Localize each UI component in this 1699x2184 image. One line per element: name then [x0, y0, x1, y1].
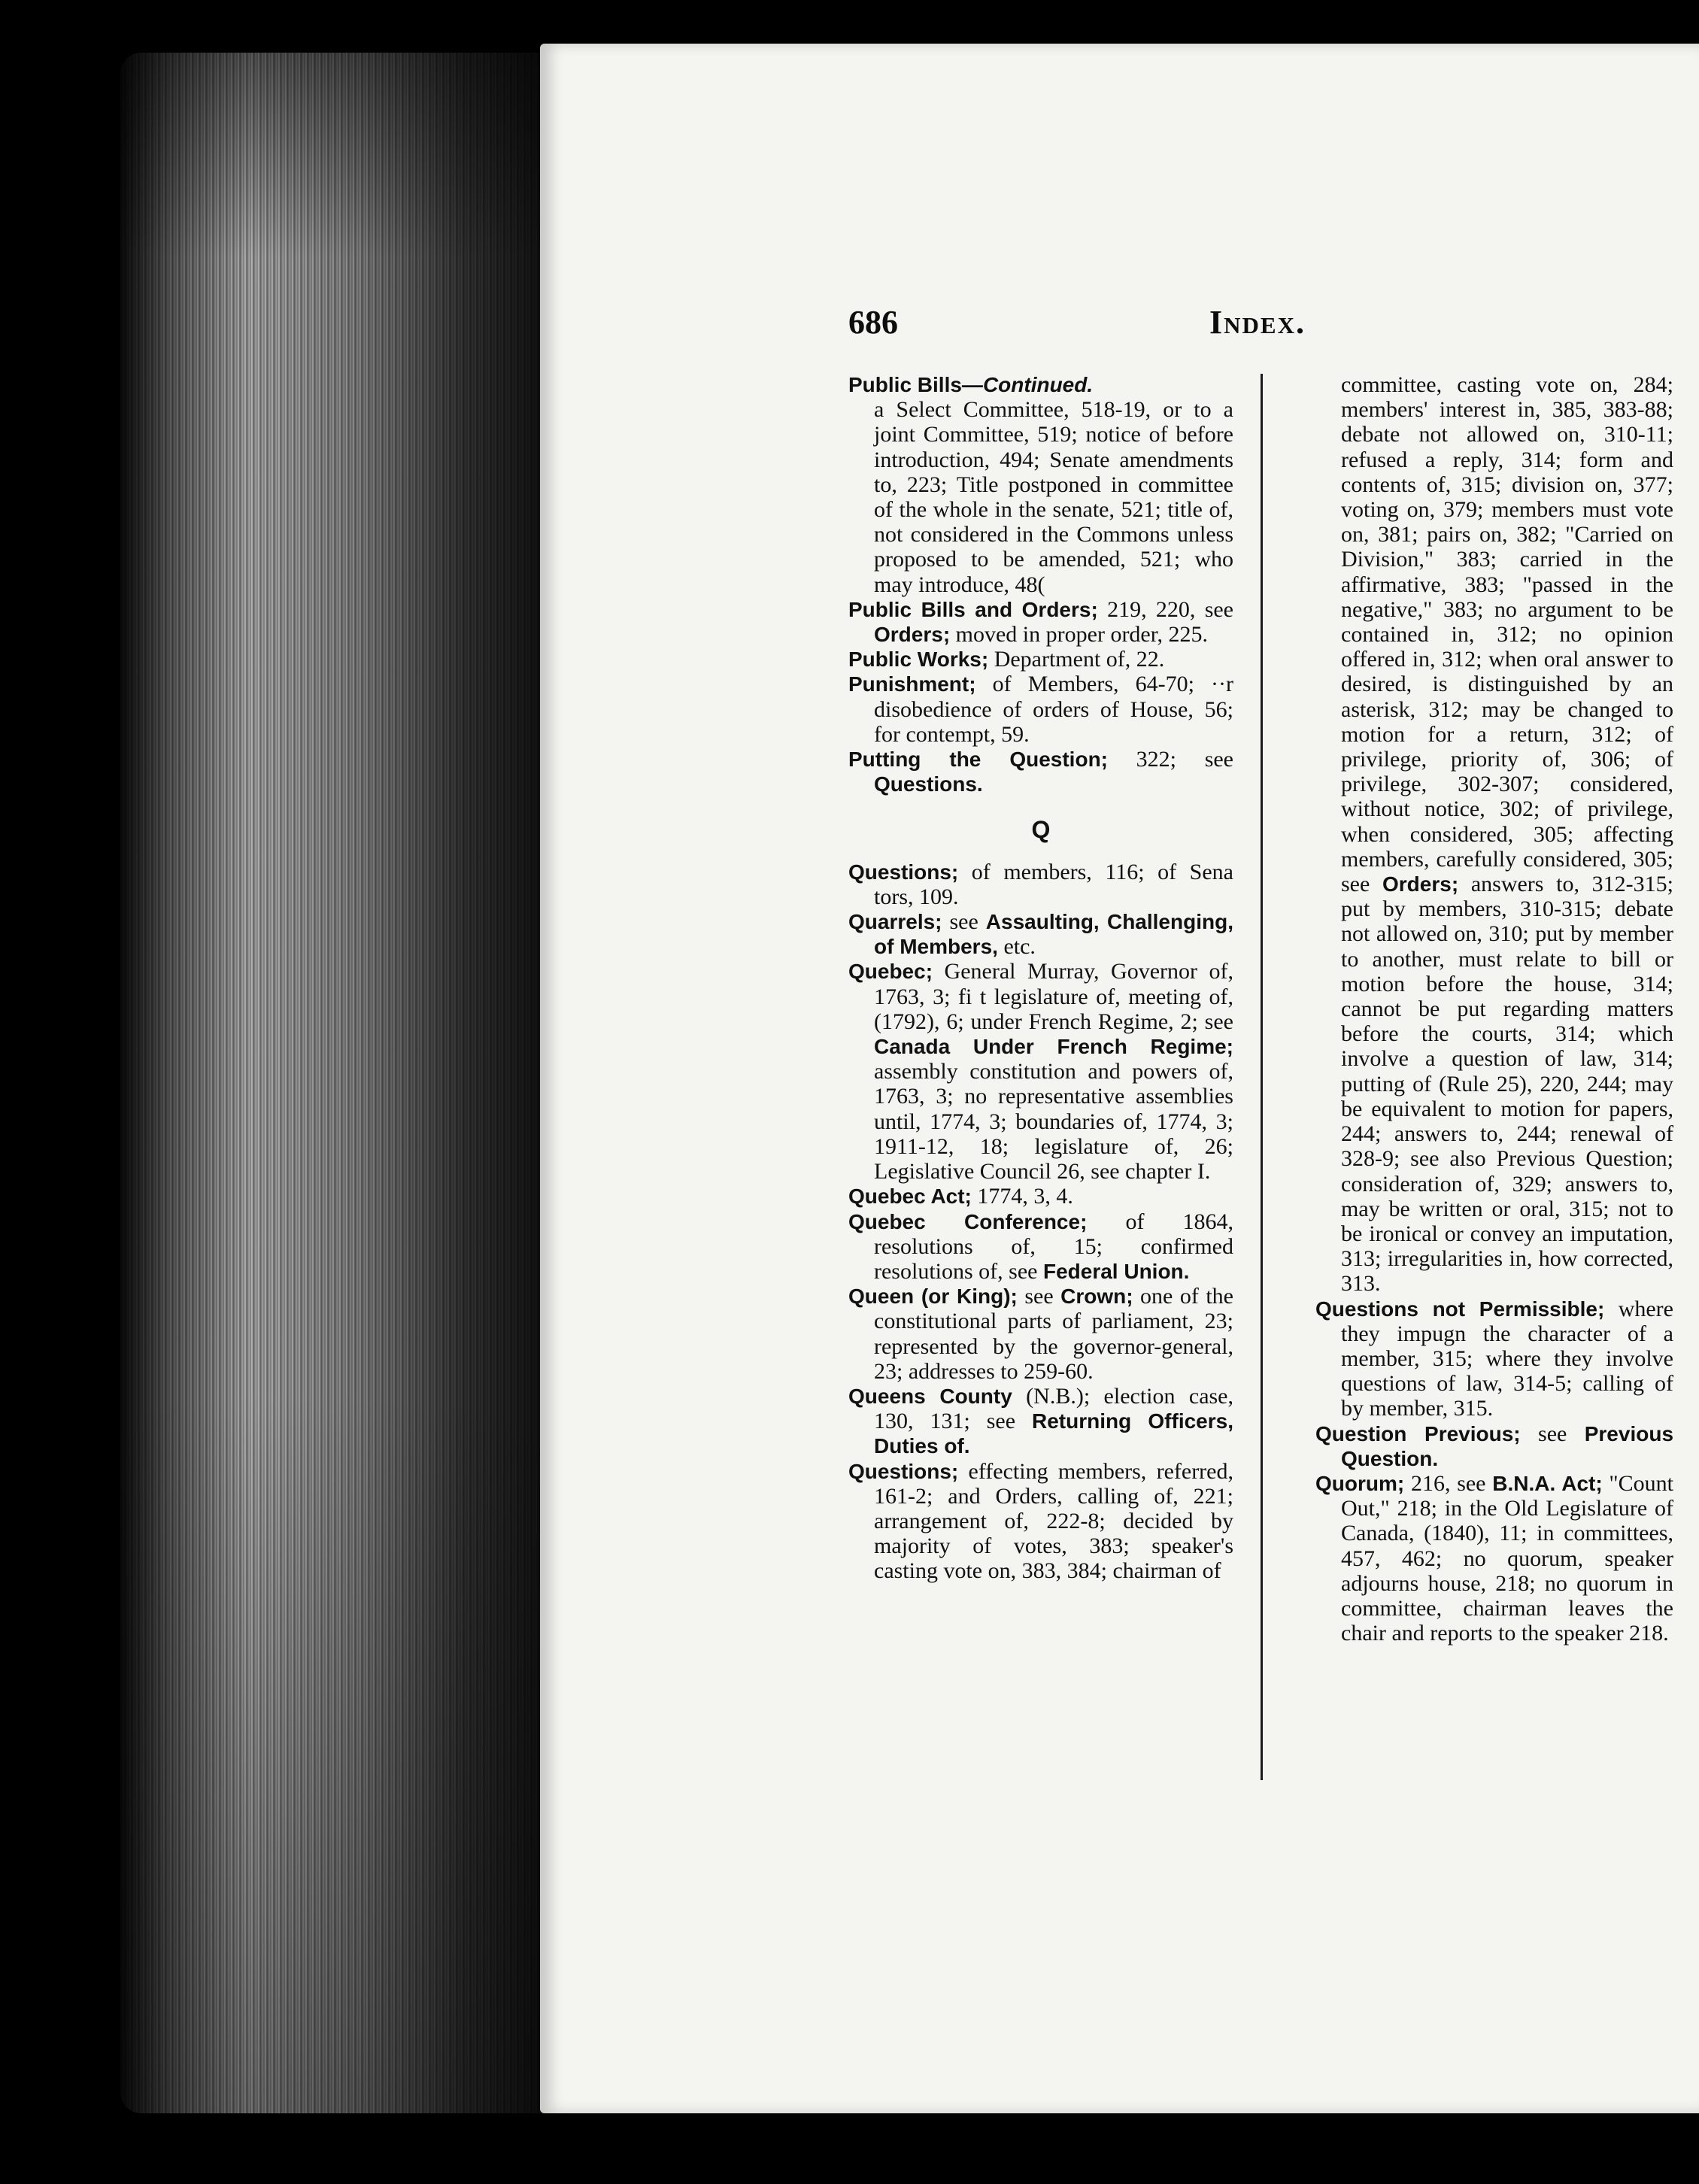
index-entry-queen: Queen (or King); see Crown; one of the constitutional parts of parliament, 23; represented by the governor-general, 23; addresses to 259-60.	[848, 1284, 1233, 1384]
index-entry-public-bills-orders: Public Bills and Orders; 219, 220, see Orders; moved in proper order, 225.	[848, 596, 1233, 648]
index-entry-public-bills: Public Bills—Continued.	[848, 373, 1094, 396]
index-entry-question-previous: Question Previous; see Previous Question.	[1315, 1421, 1674, 1470]
index-entry-quebec-act: Quebec Act; 1774, 3, 4.	[848, 1184, 1073, 1209]
index-entry-putting-question: Putting the Question; 322; see Questions.	[848, 747, 1233, 796]
index-entry-punishment: Punishment; of Members, 64-70; ··r disobedience of orders of House, 56; for contempt, 59.	[848, 672, 1233, 747]
section-letter-q: Q	[1031, 816, 1051, 844]
page-number: 686	[848, 304, 898, 341]
index-entry-quebec: Quebec; General Murray, Governor of, 1763, 3; fi t legislature of, meeting of, (1792), 6; under French Regime, 2; see Canada Under French Regime; assembly constitution and powers of, 1763, 3; no representative assemblies until, 1774, 3; boundaries of, 1774, 3; 1911-12, 18; legislature of, 26; Legislative Council 26, see chapter I.	[848, 959, 1233, 1185]
index-entry-quarrels: Quarrels; see Assaulting, Challenging, of Members, etc.	[848, 909, 1233, 960]
index-entry-questions-2: Questions; effecting members, referred, 161-2; and Orders, calling of, 221; arrangement of, 222-8; decided by majority of votes, 383; speaker's casting vote on, 383, 384; chairman of	[848, 1458, 1233, 1584]
index-entry-quebec-conference: Quebec Conference; of 1864, resolutions of, 15; confirmed resolutions of, see Federal Union.	[848, 1209, 1233, 1284]
left-column	[848, 372, 1233, 1584]
index-entry-questions-continued: committee, casting vote on, 284; members' interest in, 385, 383-88; debate not allowed on, 310-11; refused a reply, 314; form and contents of, 315; division on, 377; voting on, 379; members must vote on, 381; pairs on, 382; "Carried on Division," 383; carried in the affirmative, 383; "passed in the negative," 383; no argument to be contained in, 312; no opinion offered in, 312; when oral answer to desired, is distinguished by an asterisk, 312; may be changed to motion for a return, 312; of privilege, priority of, 306; of privilege, 302-307; considered, without notice, 302; of privilege, when considered, 305; affecting members, carefully considered, 305; see Orders; answers to, 312-315; put by members, 310-315; debate not allowed on, 310; put by member to another, must relate to bill or motion before the house, 314; cannot be put regarding matters before the courts, 314; which involve a question of law, 314; putting of (Rule 25), 220, 244; may be equivalent to motion for papers, 244; answers to, 244; renewal of 328-9; see also Previous Question; consideration of, 329; answers to, may be written or oral, 315; not to be ironical or convey an imputation, 313; irregularities in, how corrected, 313.	[1341, 372, 1674, 1297]
book-page-edges	[120, 53, 549, 2113]
index-entry-questions: Questions; of members, 116; of Sena tors, 109.	[848, 859, 1233, 909]
entry-text: a Select Committee, 518-19, or to a joint Committee, 519; notice of before introduction, 494; Senate amendments to, 223; Title postponed in committee of the whole in the senate, 521; title of, not considered in the Commons unless proposed to be amended, 521; who may introduce, 48(	[874, 397, 1233, 597]
right-column	[1315, 372, 1673, 1646]
index-entry-questions-not-permissible: Questions not Permissible; where they impugn the character of a member, 315; where they involve questions of law, 314-5; calling of by member, 315.	[1315, 1296, 1673, 1421]
index-entry-public-works: Public Works; Department of, 22.	[848, 647, 1165, 672]
running-head: Index.	[1209, 304, 1306, 341]
column-divider	[1261, 374, 1263, 1780]
index-entry-quorum: Quorum; 216, see B.N.A. Act; "Count Out," 218; in the Old Legislature of Canada, (1840), 11; in committees, 457, 462; no quorum, speaker adjourns house, 218; no quorum in committee, chairman leaves the chair and reports to the speaker 218.	[1315, 1470, 1674, 1646]
index-entry-queens-county: Queens County (N.B.); election case, 130, 131; see Returning Officers, Duties of.	[848, 1383, 1233, 1458]
